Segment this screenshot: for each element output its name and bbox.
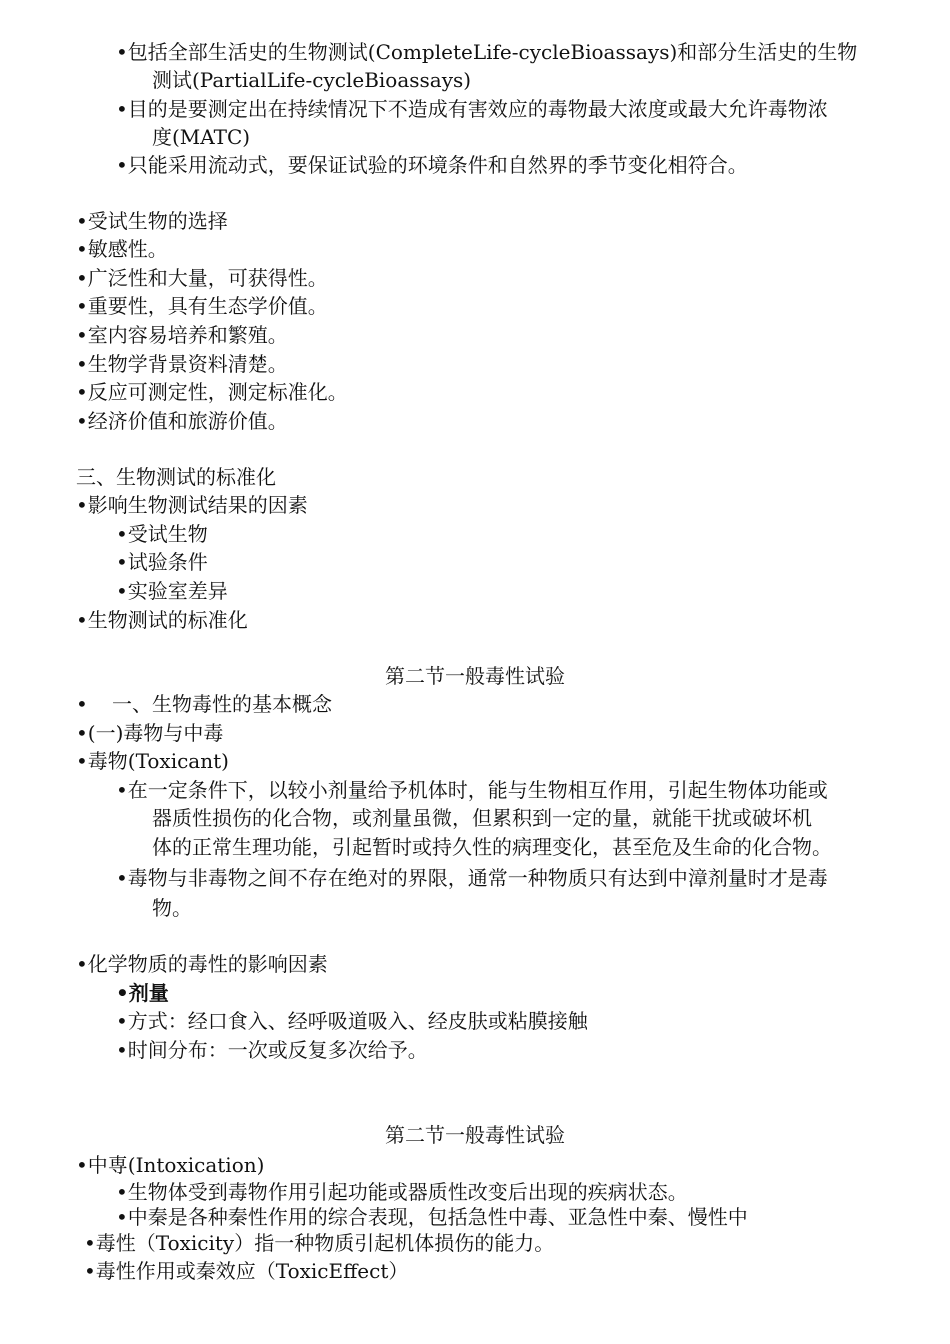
influencing-factors: •影响生物测试结果的因素 (76, 493, 308, 517)
toxicity-factors-heading: •化学物质的毒性的影响因素 (76, 952, 328, 976)
bioassay-types-line-1: •包括全部生活史的生物测试(CompleteLife-cycleBioassays)和部分生活史的生物 (116, 40, 858, 64)
standardization-heading: 三、生物测试的标准化 (76, 465, 276, 489)
toxicant-definition-line-2: 器质性损伤的化合物，或剂量虽微，但累积到一定的量，就能干扰或破坏机 (152, 806, 812, 830)
intoxication-term: •中専(Intoxication) (76, 1153, 265, 1177)
bioassay-types-line-2: 测试(PartialLife-cycleBioassays) (152, 68, 472, 92)
organism-selection-heading: •受试生物的选择 (76, 209, 228, 233)
nontoxic-boundary-line-1: •毒物与非毒物之间不存在绝对的界限，通常一种物质只有达到中漳剂量时才是毒 (116, 866, 828, 890)
toxic-effect-term: •毒性作用或秦效应（ToxicEffect） (84, 1259, 409, 1283)
toxicant-definition-line-3: 体的正常生理功能，引起暂时或持久性的病理变化，甚至危及生命的化合物。 (152, 835, 832, 859)
toxicant-definition-line-1: •在一定条件下，以较小剂量给予机体时，能与生物相互作用，引起生物体功能或 (116, 778, 828, 802)
standardization-item: •生物测试的标准化 (76, 608, 248, 632)
factor-item: •受试生物 (116, 522, 208, 546)
selection-item: •重要性，具有生态学价值。 (76, 294, 328, 318)
selection-item: •经济价值和旅游价值。 (76, 409, 288, 433)
matc-purpose-line-1: •目的是要测定出在持续情况下不造成有害效应的毒物最大浓度或最大允许毒物浓 (116, 97, 828, 121)
toxicant-term: •毒物(Toxicant) (76, 749, 229, 773)
section-title-repeat: 第二节一般毒性试验 (385, 1123, 565, 1147)
matc-purpose-line-2: 度(MATC) (152, 125, 251, 149)
intoxication-types: •中秦是各种秦性作用的综合表现，包括急性中毒、亚急性中秦、慢性中 (116, 1205, 748, 1229)
selection-item: •室内容易培养和繁殖。 (76, 323, 288, 347)
factor-route: •方式：经口食入、经呼吸道吸入、经皮肤或粘膜接触 (116, 1009, 588, 1033)
flow-through-note: •只能采用流动式，要保证试验的环境条件和自然界的季节变化相符合。 (116, 153, 748, 177)
nontoxic-boundary-line-2: 物。 (152, 896, 192, 920)
factor-dose: •剂量 (116, 981, 169, 1005)
selection-item: •生物学背景资料清楚。 (76, 352, 288, 376)
concept-bullet: • (76, 692, 88, 716)
intoxication-definition: •生物体受到毒物作用引起功能或器质性改变后出现的疾病状态。 (116, 1180, 688, 1204)
selection-item: •广泛性和大量，可获得性。 (76, 266, 328, 290)
toxicity-definition: •毒性（Toxicity）指一种物质引起机体损伤的能力。 (84, 1231, 555, 1255)
selection-item: •敏感性。 (76, 237, 168, 261)
toxicant-poisoning-heading: •(一)毒物与中毒 (76, 721, 224, 745)
factor-item: •实验室差异 (116, 579, 228, 603)
section-title: 第二节一般毒性试验 (385, 664, 565, 688)
basic-concepts-heading: 一、生物毒性的基本概念 (112, 692, 332, 716)
selection-item: •反应可测定性，测定标准化。 (76, 380, 348, 404)
factor-timing: •时间分布：一次或反复多次给予。 (116, 1038, 428, 1062)
factor-item: •试验条件 (116, 550, 208, 574)
